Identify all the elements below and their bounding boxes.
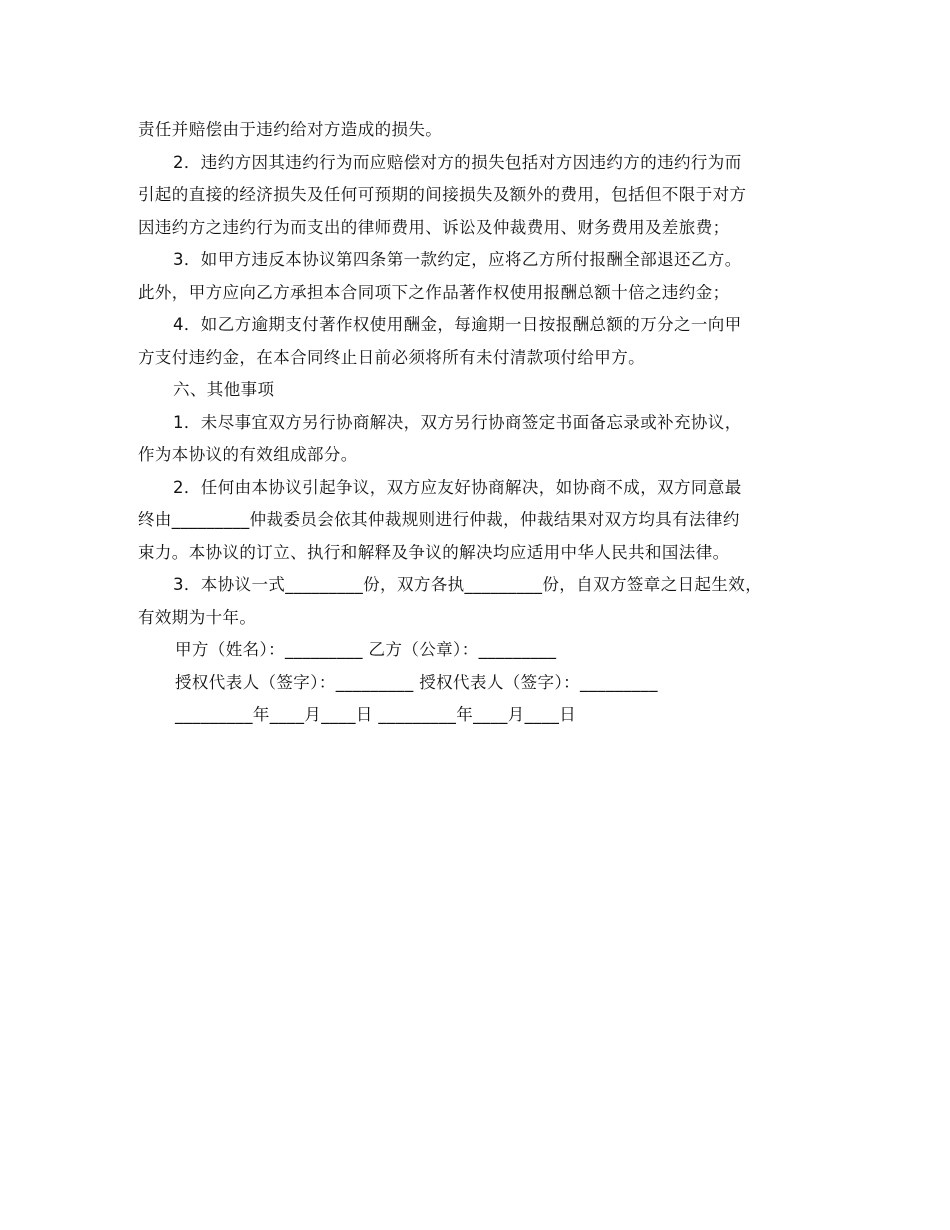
- signature-representative-line: 授权代表人（签字）：_________ 授权代表人（签字）：_________: [175, 672, 658, 692]
- body-line: 3．本协议一式_________份，双方各执_________份，自双方签章之日起生效，: [173, 575, 763, 594]
- body-line: 4．如乙方逾期支付著作权使用酬金，每逾期一日按报酬总额的万分之一向甲: [173, 315, 742, 334]
- body-line: 3．如甲方违反本协议第四条第一款约定，应将乙方所付报酬全部退还乙方。: [173, 250, 742, 269]
- body-line: 方支付违约金，在本合同终止日前必须将所有未付清款项付给甲方。: [138, 347, 645, 367]
- signature-party-line: 甲方（姓名）：_________ 乙方（公章）：_________: [175, 640, 557, 659]
- section-heading: 六、其他事项: [173, 380, 275, 399]
- body-line: 因违约方之违约行为而支出的律师费用、诉讼及仲裁费用、财务费用及差旅费；: [138, 217, 730, 237]
- body-line: 束力。本协议的订立、执行和解释及争议的解决均应适用中华人民共和国法律。: [138, 542, 730, 562]
- body-line: 引起的直接的经济损失及任何可预期的间接损失及额外的费用，包括但不限于对方: [138, 185, 747, 204]
- body-line: 2．任何由本协议引起争议，双方应友好协商解决，如协商不成，双方同意最: [173, 477, 742, 497]
- body-line: 2．违约方因其违约行为而应赔偿对方的损失包括对方因违约方的违约行为而: [173, 152, 742, 172]
- body-line: 有效期为十年。: [138, 607, 257, 627]
- document-page: [138, 114, 828, 732]
- body-line: 1．未尽事宜双方另行协商解决，双方另行协商签定书面备忘录或补充协议，: [173, 412, 742, 432]
- signature-date-line: _________年____月____日 _________年____月____日: [175, 705, 577, 724]
- body-line: 终由_________仲裁委员会依其仲裁规则进行仲裁，仲裁结果对双方均具有法律约: [138, 510, 740, 529]
- body-line: 责任并赔偿由于违约给对方造成的损失。: [138, 120, 443, 139]
- body-line: 此外，甲方应向乙方承担本合同项下之作品著作权使用报酬总额十倍之违约金；: [138, 282, 730, 302]
- body-line: 作为本协议的有效组成部分。: [138, 445, 358, 464]
